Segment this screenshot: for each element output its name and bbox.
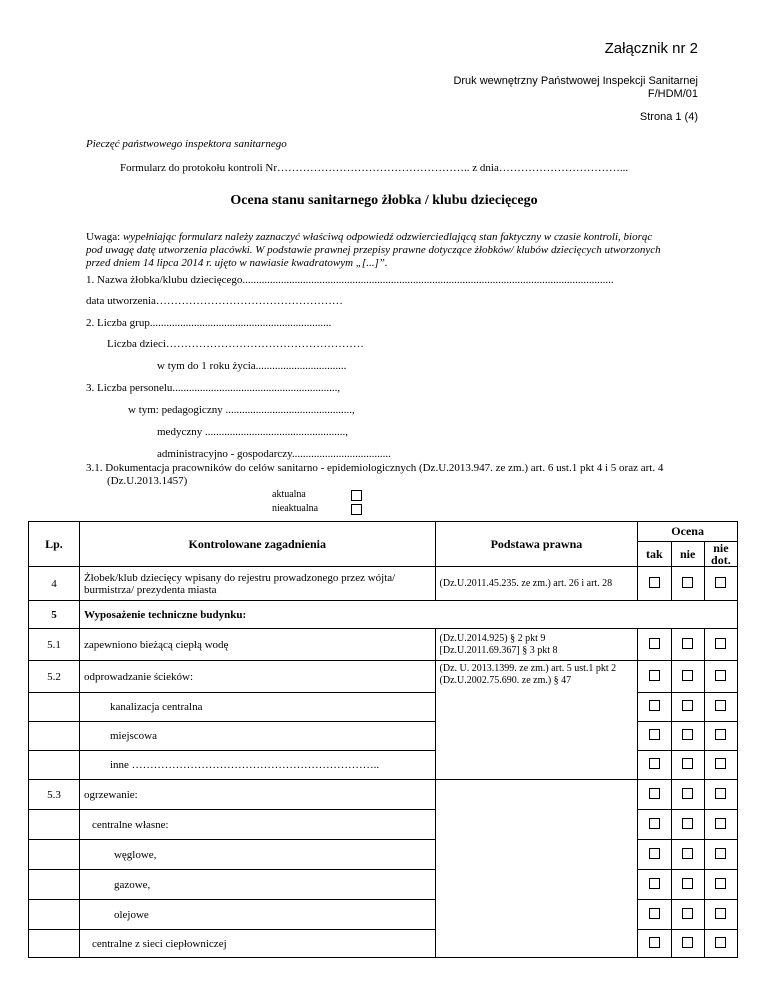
- row-lp: [29, 751, 80, 780]
- no-checkbox[interactable]: [682, 577, 693, 588]
- yes-checkbox[interactable]: [649, 638, 660, 649]
- row-basis-1: (Dz. U. 2013.1399. ze zm.) art. 5 ust.1 pkt 2: [439, 663, 617, 674]
- row-lp: [29, 870, 80, 900]
- row-topic: centralne z sieci ciepłowniczej: [79, 930, 435, 958]
- na-checkbox[interactable]: [715, 758, 726, 769]
- table-row: [29, 567, 738, 601]
- no-checkbox[interactable]: [682, 700, 693, 711]
- row-topic: ogrzewanie:: [79, 780, 435, 810]
- col-yes-header: tak: [638, 542, 671, 567]
- page-number: Strona 1 (4): [639, 111, 698, 123]
- table-row: [29, 601, 738, 629]
- yes-cell: [638, 629, 671, 661]
- row-topic: odprowadzanie ścieków:: [79, 661, 435, 693]
- form-line: Formularz do protokołu kontroli Nr…………………………………………….. z dnia……………………………...: [120, 162, 629, 174]
- yes-checkbox[interactable]: [649, 908, 660, 919]
- na-checkbox[interactable]: [715, 638, 726, 649]
- yes-cell: [638, 661, 671, 693]
- docs-label: [86, 462, 663, 488]
- yes-checkbox[interactable]: [649, 670, 660, 681]
- na-checkbox[interactable]: [715, 937, 726, 948]
- attachment-label: Załącznik nr 2: [604, 40, 698, 57]
- field-medical[interactable]: medyczny ...................................................,: [157, 426, 348, 438]
- row-lp: 5: [29, 601, 80, 629]
- header-row-1: [29, 522, 738, 542]
- na-checkbox[interactable]: [715, 848, 726, 859]
- outdated-checkbox[interactable]: [351, 504, 362, 515]
- yes-checkbox[interactable]: [649, 700, 660, 711]
- row-lp: [29, 930, 80, 958]
- na-checkbox[interactable]: [715, 729, 726, 740]
- na-cell: [704, 567, 737, 601]
- row-lp: [29, 810, 80, 840]
- table-row: [29, 661, 738, 693]
- row-lp: 5.2: [29, 661, 80, 693]
- row-lp: [29, 693, 80, 722]
- yes-cell: [638, 900, 671, 930]
- yes-checkbox[interactable]: [649, 729, 660, 740]
- row-basis: [435, 629, 638, 661]
- col-na-header: nie dot.: [704, 542, 737, 567]
- no-checkbox[interactable]: [682, 729, 693, 740]
- row-basis: (Dz.U.2011.45.235. ze zm.) art. 26 i art. 28: [435, 567, 638, 601]
- docs-line-1: 3.1. Dokumentacja pracowników do celów sanitarno - epidemiologicznych (Dz.U.2013.947. ze zm.) art. 6 ust.1 pkt 4 i 5 oraz art. 4: [86, 462, 664, 474]
- na-checkbox[interactable]: [715, 700, 726, 711]
- note-prefix: Uwaga:: [86, 231, 123, 243]
- yes-cell: [638, 751, 671, 780]
- row-topic: olejowe: [79, 900, 435, 930]
- outdated-label: nieaktualna: [272, 503, 319, 514]
- yes-checkbox[interactable]: [649, 577, 660, 588]
- no-checkbox[interactable]: [682, 788, 693, 799]
- row-lp: [29, 840, 80, 870]
- page-title: Ocena stanu sanitarnego żłobka / klubu dziecięcego: [230, 193, 538, 208]
- row-lp: [29, 900, 80, 930]
- row-topic: centralne własne:: [79, 810, 435, 840]
- note-line-1: wypełniając formularz należy zaznaczyć właściwą odpowiedź odzwierciedlającą stan faktyczny w czasie kontroli, biorąc: [122, 231, 653, 243]
- na-checkbox[interactable]: [715, 670, 726, 681]
- field-staff[interactable]: 3. Liczba personelu............................................................,: [86, 382, 341, 394]
- no-cell: [671, 870, 704, 900]
- field-pedagogical[interactable]: w tym: pedagogiczny ..............................................,: [128, 404, 355, 416]
- na-checkbox[interactable]: [715, 818, 726, 829]
- col-topic-header: Kontrolowane zagadnienia: [79, 522, 435, 567]
- col-lp-header: Lp.: [29, 522, 80, 567]
- na-cell: [704, 751, 737, 780]
- yes-checkbox[interactable]: [649, 937, 660, 948]
- row-basis-2: (Dz.U.2002.75.690. ze zm.) § 47: [439, 675, 572, 686]
- no-cell: [671, 930, 704, 958]
- no-cell: [671, 722, 704, 751]
- na-checkbox[interactable]: [715, 577, 726, 588]
- yes-cell: [638, 840, 671, 870]
- col-basis-header: Podstawa prawna: [435, 522, 638, 567]
- no-cell: [671, 693, 704, 722]
- table-row: [29, 780, 738, 810]
- no-checkbox[interactable]: [682, 908, 693, 919]
- inspection-table: [28, 521, 738, 958]
- na-checkbox[interactable]: [715, 788, 726, 799]
- no-checkbox[interactable]: [682, 670, 693, 681]
- row-topic: węglowe,: [79, 840, 435, 870]
- note: [86, 231, 661, 270]
- no-checkbox[interactable]: [682, 878, 693, 889]
- no-checkbox[interactable]: [682, 848, 693, 859]
- no-cell: [671, 810, 704, 840]
- col-no-header: nie: [671, 542, 704, 567]
- no-checkbox[interactable]: [682, 937, 693, 948]
- na-cell: [704, 810, 737, 840]
- na-checkbox[interactable]: [715, 908, 726, 919]
- print-code: F/HDM/01: [647, 88, 698, 100]
- field-groups[interactable]: 2. Liczba grup..................................................................: [86, 317, 332, 329]
- row-topic: gazowe,: [79, 870, 435, 900]
- docs-line-2: (Dz.U.2013.1457): [107, 475, 188, 487]
- yes-checkbox[interactable]: [649, 848, 660, 859]
- yes-cell: [638, 810, 671, 840]
- no-cell: [671, 780, 704, 810]
- row-topic: miejscowa: [79, 722, 435, 751]
- note-line-2: pod uwagę datę utworzenia placówki. W podstawie prawnej przepisy prawne dotyczące żłobków/ klubów dziecięcych utworzonych: [86, 244, 661, 256]
- na-cell: [704, 930, 737, 958]
- row-basis: [435, 780, 638, 958]
- yes-checkbox[interactable]: [649, 818, 660, 829]
- row-topic: inne …………………………………………………………..: [79, 751, 435, 780]
- yes-cell: [638, 693, 671, 722]
- row-topic: Wyposażenie techniczne budynku:: [79, 601, 737, 629]
- col-rating-header: Ocena: [638, 522, 738, 542]
- no-cell: [671, 840, 704, 870]
- note-line-3: przed dniem 14 lipca 2014 r. ujęto w nawiasie kwadratowym „[...]”.: [86, 257, 388, 269]
- no-cell: [671, 661, 704, 693]
- yes-checkbox[interactable]: [649, 758, 660, 769]
- na-cell: [704, 693, 737, 722]
- yes-cell: [638, 722, 671, 751]
- field-children[interactable]: Liczba dzieci………………………………………………: [107, 338, 364, 350]
- field-name[interactable]: 1. Nazwa żłobka/klubu dziecięcego.......................................................................................................................................: [86, 274, 614, 286]
- na-cell: [704, 780, 737, 810]
- yes-cell: [638, 870, 671, 900]
- row-basis-2: [Dz.U.2011.69.367] § 3 pkt 8: [439, 644, 558, 656]
- yes-cell: [638, 780, 671, 810]
- field-admin[interactable]: administracyjno - gospodarczy....................................: [157, 448, 391, 460]
- no-cell: [671, 567, 704, 601]
- print-name: Druk wewnętrzny Państwowej Inspekcji Sanitarnej: [453, 75, 698, 87]
- na-cell: [704, 900, 737, 930]
- field-created[interactable]: data utworzenia……………………………………………: [86, 295, 343, 307]
- no-cell: [671, 629, 704, 661]
- row-topic: Żłobek/klub dziecięcy wpisany do rejestru prowadzonego przez wójta/ burmistrza/ prezydenta miasta: [79, 567, 435, 601]
- current-checkbox[interactable]: [351, 490, 362, 501]
- current-label: aktualna: [272, 489, 306, 500]
- row-lp: 5.3: [29, 780, 80, 810]
- no-cell: [671, 900, 704, 930]
- yes-cell: [638, 930, 671, 958]
- row-basis: [435, 661, 638, 780]
- yes-checkbox[interactable]: [649, 788, 660, 799]
- na-cell: [704, 661, 737, 693]
- table-row: [29, 629, 738, 661]
- row-lp: 4: [29, 567, 80, 601]
- row-topic: kanalizacja centralna: [79, 693, 435, 722]
- row-lp: [29, 722, 80, 751]
- no-checkbox[interactable]: [682, 758, 693, 769]
- yes-cell: [638, 567, 671, 601]
- row-basis-1: (Dz.U.2014.925) § 2 pkt 9: [439, 632, 546, 644]
- field-infants[interactable]: w tym do 1 roku życia.................................: [157, 360, 347, 372]
- no-checkbox[interactable]: [682, 638, 693, 649]
- na-cell: [704, 722, 737, 751]
- na-checkbox[interactable]: [715, 878, 726, 889]
- na-cell: [704, 840, 737, 870]
- no-checkbox[interactable]: [682, 818, 693, 829]
- na-cell: [704, 870, 737, 900]
- row-lp: 5.1: [29, 629, 80, 661]
- no-cell: [671, 751, 704, 780]
- row-topic: zapewniono bieżącą ciepłą wodę: [79, 629, 435, 661]
- yes-checkbox[interactable]: [649, 878, 660, 889]
- stamp-label: Pieczęć państwowego inspektora sanitarnego: [86, 138, 287, 150]
- na-cell: [704, 629, 737, 661]
